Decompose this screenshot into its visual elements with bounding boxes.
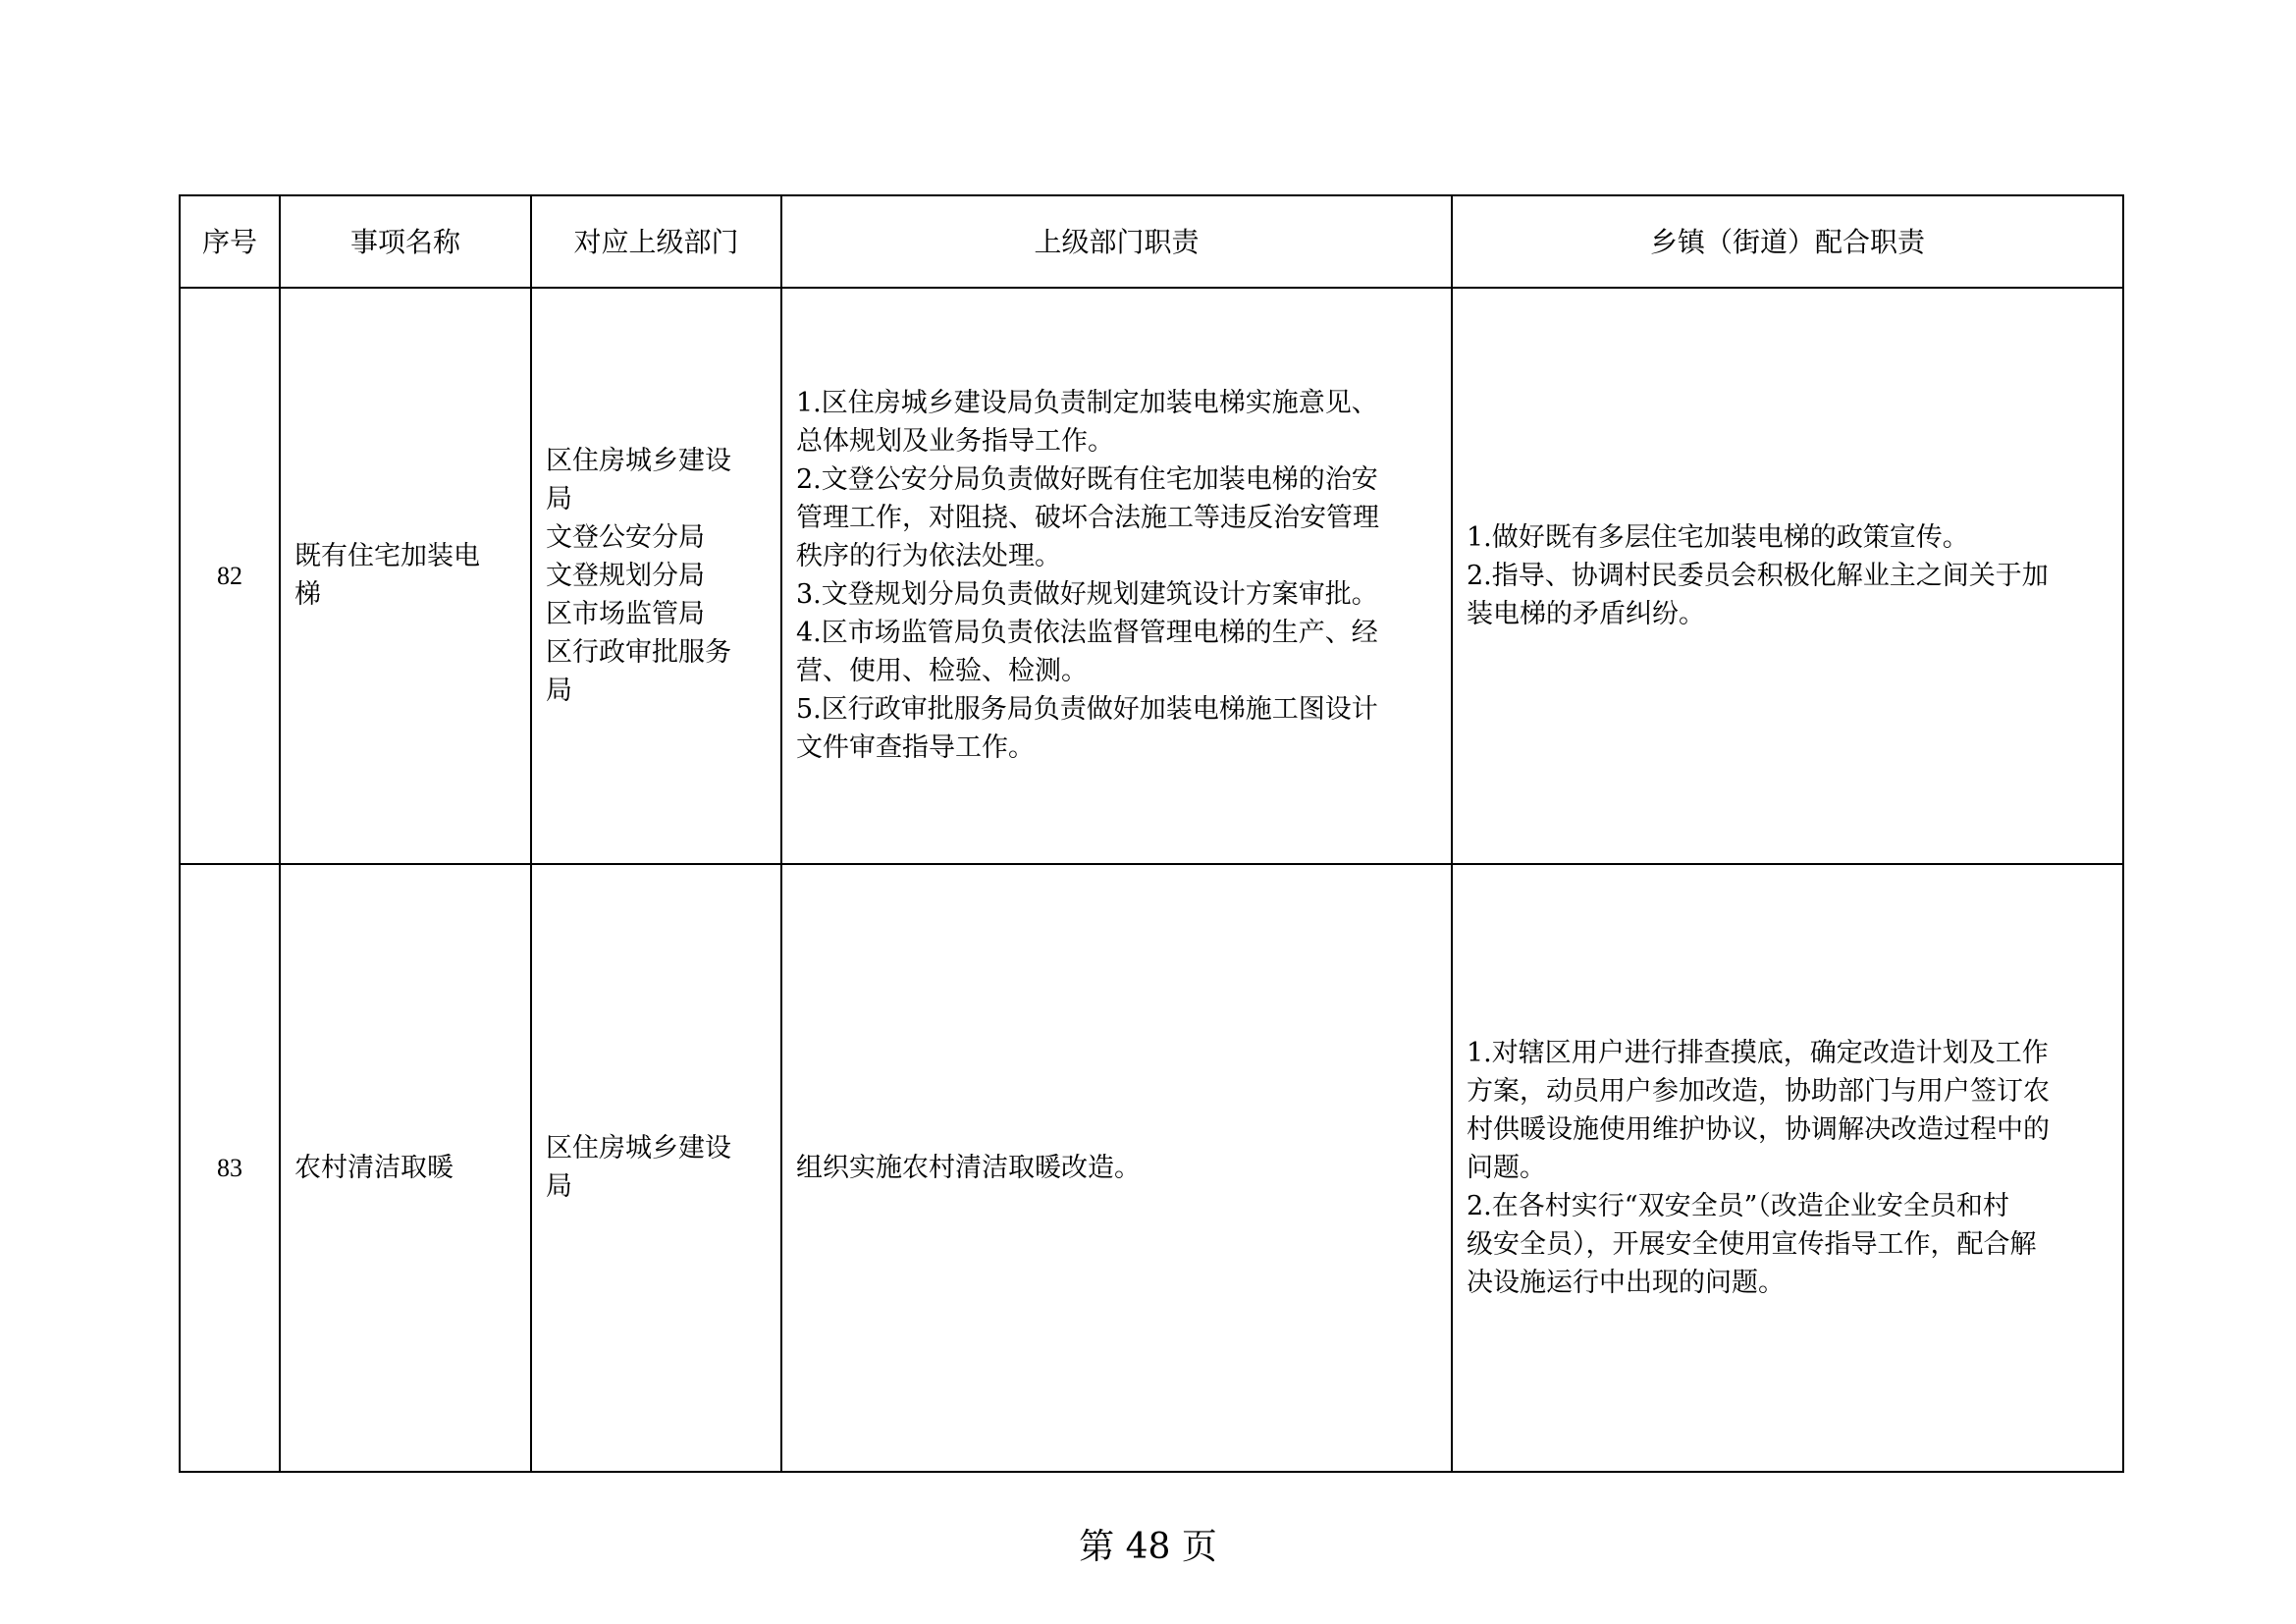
upper-duty-line: 文件审查指导工作。	[796, 732, 1035, 764]
department-line: 区住房城乡建设	[546, 445, 731, 476]
duty-table	[179, 194, 2124, 1473]
department-line: 区住房城乡建设	[546, 1133, 731, 1164]
header-row	[180, 195, 2123, 288]
town-duty-line: 装电梯的矛盾纠纷。	[1467, 598, 1705, 629]
town-duties-cell	[1452, 864, 2123, 1472]
upper-duty-line: 1.区住房城乡建设局负责制定加装电梯实施意见、	[796, 388, 1378, 419]
town-duty-line: 级安全员），开展安全使用宣传指导工作，配合解	[1467, 1228, 2037, 1260]
town-duty-line: 1.对辖区用户进行排查摸底，确定改造计划及工作	[1467, 1037, 2049, 1068]
row-number: 82	[180, 288, 280, 864]
department-line: 局	[546, 675, 572, 706]
department-line: 区市场监管局	[546, 598, 705, 629]
row-number: 83	[180, 864, 280, 1472]
item-name-line: 梯	[294, 579, 321, 611]
town-duty-line: 2.指导、协调村民委员会积极化解业主之间关于加	[1467, 560, 2049, 591]
upper-duty-line: 2.文登公安分局负责做好既有住宅加装电梯的治安	[796, 464, 1378, 496]
table-row	[180, 288, 2123, 864]
town-duty-line: 村供暖设施使用维护协议，协调解决改造过程中的	[1467, 1113, 2050, 1145]
department-line: 区行政审批服务	[546, 636, 731, 668]
header-cell-item-name: 事项名称	[280, 195, 531, 288]
upper-duty-line: 组织实施农村清洁取暖改造。	[796, 1152, 1141, 1183]
town-duty-line: 2.在各村实行“双安全员”（改造企业安全员和村	[1467, 1190, 2009, 1221]
upper-duty-line: 4.区市场监管局负责依法监督管理电梯的生产、经	[796, 618, 1378, 649]
upper-duty-line: 营、使用、检验、检测。	[796, 656, 1088, 687]
item-name-line: 既有住宅加装电	[294, 541, 480, 572]
table-row	[180, 864, 2123, 1472]
header-cell-town-duties: 乡镇（街道）配合职责	[1452, 195, 2123, 288]
department-line: 局	[546, 1171, 572, 1203]
department-cell	[531, 288, 781, 864]
upper-duty-line: 总体规划及业务指导工作。	[796, 426, 1114, 458]
header-cell-department: 对应上级部门	[531, 195, 781, 288]
town-duty-line: 1.做好既有多层住宅加装电梯的政策宣传。	[1467, 521, 1969, 553]
department-line: 文登规划分局	[546, 560, 705, 591]
page-number: 第 48 页	[1079, 1527, 1217, 1567]
header-cell-number: 序号	[180, 195, 280, 288]
header-cell-upper-duties: 上级部门职责	[781, 195, 1452, 288]
town-duty-line: 决设施运行中出现的问题。	[1467, 1267, 1785, 1298]
item-name-line: 农村清洁取暖	[294, 1152, 454, 1183]
upper-duty-line: 秩序的行为依法处理。	[796, 541, 1061, 572]
upper-duties-cell	[781, 288, 1452, 864]
upper-duties-cell	[781, 864, 1452, 1472]
town-duty-line: 方案，动员用户参加改造，协助部门与用户签订农	[1467, 1075, 2050, 1107]
town-duties-cell	[1452, 288, 2123, 864]
department-line: 文登公安分局	[546, 521, 705, 553]
item-name-cell	[280, 864, 531, 1472]
upper-duty-line: 管理工作，对阻挠、破坏合法施工等违反治安管理	[796, 503, 1379, 534]
item-name-cell	[280, 288, 531, 864]
upper-duty-line: 3.文登规划分局负责做好规划建筑设计方案审批。	[796, 579, 1378, 611]
department-cell	[531, 864, 781, 1472]
upper-duty-line: 5.区行政审批服务局负责做好加装电梯施工图设计	[796, 694, 1378, 726]
town-duty-line: 问题。	[1467, 1152, 1546, 1183]
department-line: 局	[546, 483, 572, 514]
